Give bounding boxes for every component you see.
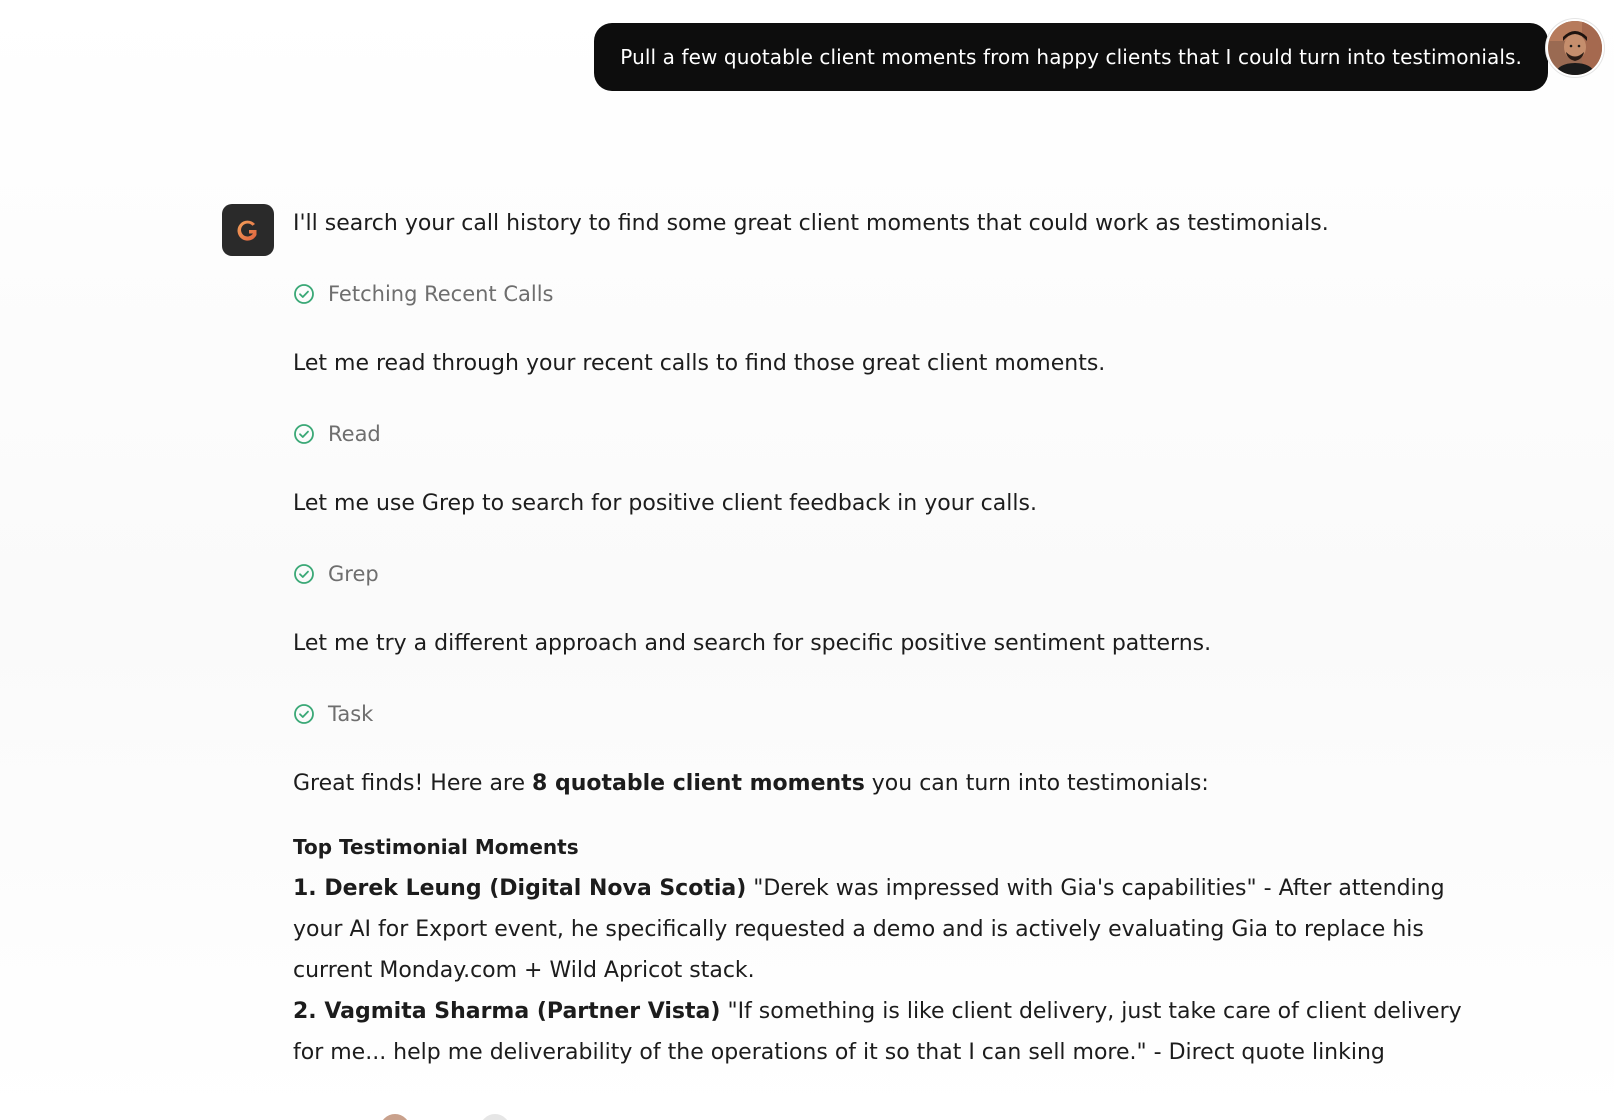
- tool-step-label: Task: [328, 702, 374, 726]
- check-circle-icon: [293, 703, 315, 725]
- tool-step-label: Read: [328, 422, 381, 446]
- user-avatar-image: [1548, 21, 1602, 75]
- tool-step-read[interactable]: [293, 416, 1473, 452]
- assistant-step-text: Let me try a different approach and search for specific positive sentiment patterns.: [293, 631, 1212, 656]
- assistant-avatar: [222, 204, 274, 256]
- assistant-intro: I'll search your call history to find some great client moments that could work as testimonials.: [293, 211, 1329, 236]
- moment-text: "Derek was impressed with Gia's capabilities" - After attending your AI for Export event, he specifically requested a demo and is actively evaluating Gia to replace his current Monday.com + Wild Apricot stack.: [293, 876, 1445, 983]
- check-circle-icon: [293, 423, 315, 445]
- tool-step-task[interactable]: [293, 696, 1473, 732]
- user-message-bubble: Pull a few quotable client moments from happy clients that I could turn into testimonials.: [594, 23, 1548, 91]
- check-circle-icon: [293, 283, 315, 305]
- summary-bold: 8 quotable client moments: [532, 771, 865, 796]
- overlay-element-partial: [480, 1114, 510, 1120]
- testimonial-moment: [293, 868, 1473, 991]
- moment-label: 2. Vagmita Sharma (Partner Vista): [293, 999, 721, 1024]
- moment-label: 1. Derek Leung (Digital Nova Scotia): [293, 876, 747, 901]
- check-circle-icon: [293, 563, 315, 585]
- tool-step-fetching-recent-calls[interactable]: [293, 276, 1473, 312]
- moment-text: "If something is like client delivery, just take care of client delivery for me... help me deliverability of the operations of it so that I can sell more." - Direct quote linking: [293, 999, 1462, 1065]
- tool-step-label: Grep: [328, 562, 379, 586]
- assistant-summary: [293, 766, 1473, 802]
- overlay-avatar-partial: [380, 1114, 410, 1120]
- section-title: Top Testimonial Moments: [293, 835, 579, 859]
- assistant-step-text: Let me read through your recent calls to find those great client moments.: [293, 351, 1106, 376]
- tool-step-label: Fetching Recent Calls: [328, 282, 554, 306]
- summary-suffix: you can turn into testimonials:: [864, 771, 1209, 796]
- user-message-row: [594, 23, 1548, 91]
- assistant-step-text: Let me use Grep to search for positive client feedback in your calls.: [293, 491, 1037, 516]
- tool-step-grep[interactable]: [293, 556, 1473, 592]
- assistant-message: [293, 206, 1473, 1073]
- user-avatar[interactable]: [1548, 21, 1602, 75]
- summary-prefix: Great finds! Here are: [293, 771, 533, 796]
- assistant-logo-icon: [233, 215, 263, 245]
- testimonial-moment: [293, 991, 1473, 1073]
